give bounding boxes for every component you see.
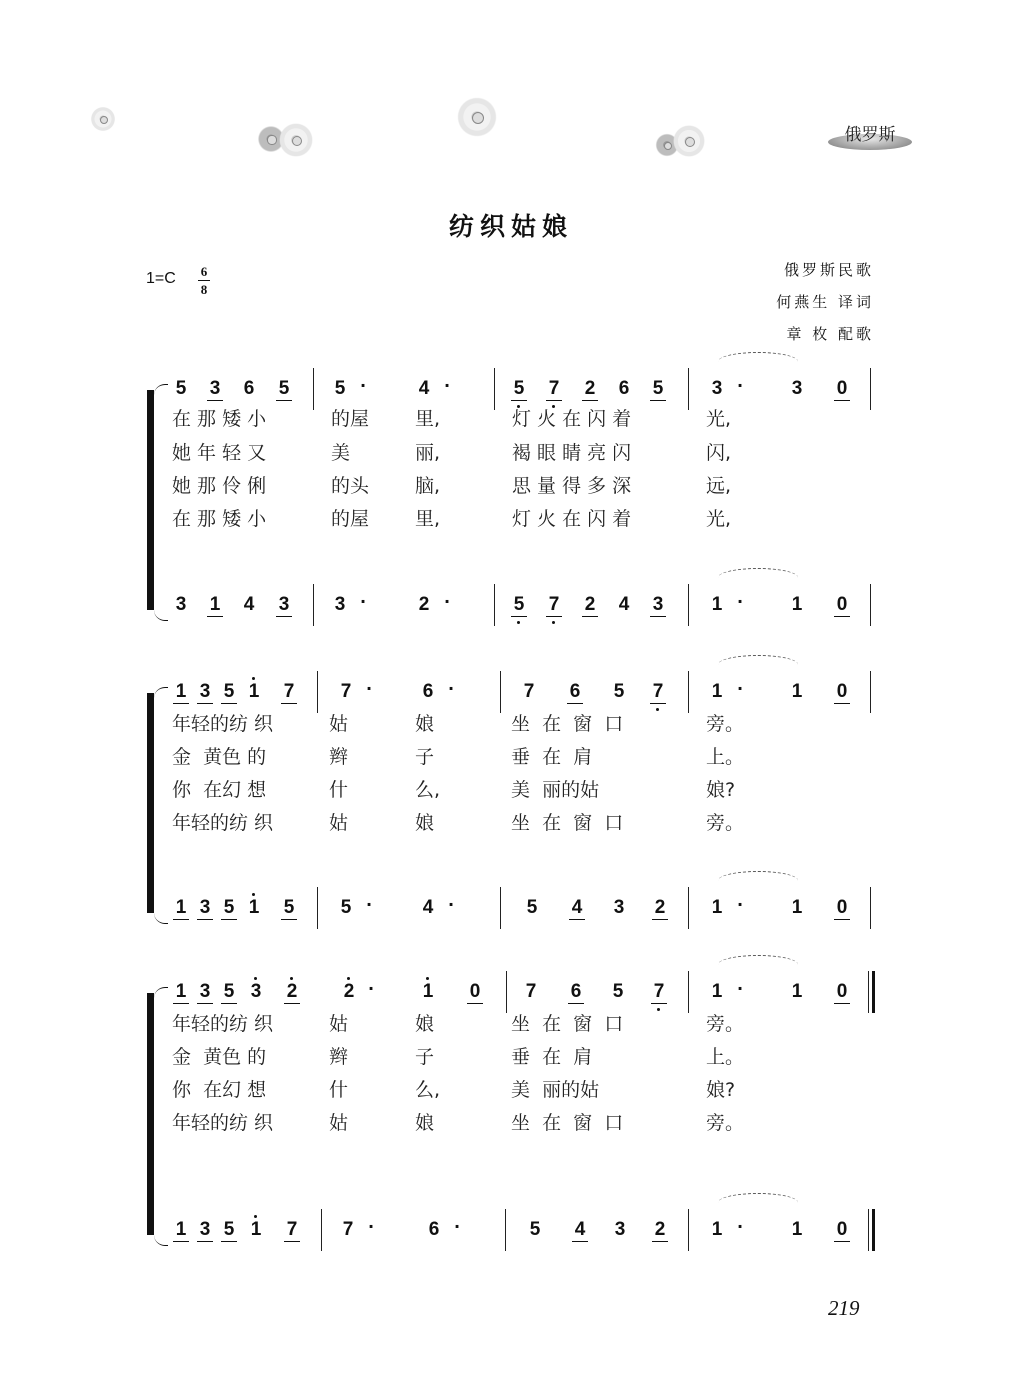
note: 4	[422, 897, 434, 918]
time-signature	[198, 264, 210, 297]
note: 5	[221, 981, 237, 1004]
note: 7	[340, 681, 352, 702]
lyric-segment: 年轻的纺 织	[172, 713, 274, 735]
lyric-segment: 娘?	[706, 779, 736, 801]
note: 3	[614, 1219, 626, 1240]
augmentation-dot: ·	[368, 1217, 375, 1236]
page-number: 219	[828, 1296, 860, 1320]
augmentation-dot: ·	[444, 592, 451, 611]
lyric-segment: 么,	[415, 779, 441, 801]
time-denominator: 8	[200, 282, 208, 297]
note: 6	[568, 981, 584, 1004]
note: 1	[791, 681, 803, 702]
lyric-segment: 旁。	[706, 1112, 745, 1134]
lyric-segment: 你 在幻 想	[172, 779, 267, 801]
system-brace	[147, 993, 154, 1235]
lyric-segment: 灯 火 在 闪 着	[512, 508, 632, 530]
lyric-segment: 什	[329, 1079, 349, 1101]
note: 1	[246, 897, 262, 919]
lyric-segment: 姑	[329, 1013, 349, 1035]
note: 0	[834, 681, 850, 704]
lyric-segment: 她 那 伶 俐	[172, 475, 267, 497]
lyric-segment: 坐 在 窗 口	[511, 1013, 624, 1035]
augmentation-dot: ·	[360, 592, 367, 611]
augmentation-dot: ·	[366, 679, 373, 698]
lyric-segment: 娘	[415, 1112, 435, 1134]
note: 7	[342, 1219, 354, 1240]
note: 1	[791, 1219, 803, 1240]
tie-arc	[718, 568, 798, 587]
augmentation-dot: ·	[737, 592, 744, 611]
note: 0	[834, 1219, 850, 1242]
lyric-segment: 娘	[415, 1013, 435, 1035]
note: 4	[618, 594, 630, 615]
final-barline	[868, 1209, 876, 1251]
lyric-segment: 里,	[415, 508, 441, 530]
lyric-segment: 美	[331, 442, 351, 464]
system-brace	[147, 693, 154, 913]
barline	[500, 671, 501, 713]
lyric-segment: 垂 在 肩	[511, 746, 593, 768]
lyric-segment: 坐 在 窗 口	[511, 1112, 624, 1134]
brace-hook	[154, 1235, 168, 1246]
flower-icon	[278, 122, 314, 158]
brace-hook	[154, 913, 168, 924]
lyric-segment: 在 那 矮 小	[172, 408, 267, 430]
barline	[688, 368, 689, 410]
augmentation-dot: ·	[454, 1217, 461, 1236]
lyric-segment: 脑,	[415, 475, 441, 497]
note: 1	[173, 981, 189, 1004]
note: 2	[341, 981, 357, 1003]
barline	[506, 971, 507, 1013]
augmentation-dot: ·	[444, 376, 451, 395]
tie-arc	[718, 871, 798, 890]
lyric-segment: 娘	[415, 812, 435, 834]
barline	[494, 584, 495, 626]
note: 3	[197, 897, 213, 920]
lyric-segment: 什	[329, 779, 349, 801]
lyric-segment: 光,	[706, 408, 732, 430]
augmentation-dot: ·	[368, 979, 375, 998]
tie-arc	[718, 352, 798, 371]
lyric-segment: 丽,	[415, 442, 441, 464]
lyric-segment: 远,	[706, 475, 732, 497]
final-barline	[868, 971, 876, 1013]
lyric-segment: 姑	[329, 713, 349, 735]
song-title: 纺织姑娘	[448, 212, 573, 241]
note: 5	[340, 897, 352, 918]
lyric-segment: 闪,	[706, 442, 732, 464]
note: 3	[207, 378, 223, 401]
note: 1	[791, 897, 803, 918]
note: 6	[428, 1219, 440, 1240]
system-brace	[147, 390, 154, 610]
note: 0	[834, 897, 850, 920]
note: 7	[650, 681, 666, 704]
barline	[688, 971, 689, 1013]
credit-arranger: 章 枚 配歌	[786, 325, 874, 343]
barline	[505, 1209, 506, 1251]
tie-arc	[718, 1193, 798, 1212]
note: 5	[613, 681, 625, 702]
note: 2	[284, 981, 300, 1004]
lyric-segment: 旁。	[706, 812, 745, 834]
note: 1	[711, 981, 723, 1002]
note: 1	[791, 981, 803, 1002]
augmentation-dot: ·	[448, 895, 455, 914]
credit-translator: 何燕生 译词	[776, 293, 874, 311]
note: 3	[711, 378, 723, 399]
barline	[870, 368, 871, 410]
note: 3	[334, 594, 346, 615]
lyric-segment: 年轻的纺 织	[172, 1112, 274, 1134]
note: 4	[243, 594, 255, 615]
barline	[500, 887, 501, 929]
tie-arc	[718, 955, 798, 974]
note: 3	[197, 681, 213, 704]
lyric-segment: 美 丽的姑	[511, 1079, 600, 1101]
barline	[870, 584, 871, 626]
lyric-segment: 褐 眼 睛 亮 闪	[512, 442, 632, 464]
note: 7	[284, 1219, 300, 1242]
lyric-segment: 旁。	[706, 713, 745, 735]
note: 3	[650, 594, 666, 617]
lyric-segment: 上。	[706, 746, 745, 768]
note: 0	[834, 981, 850, 1004]
note: 5	[221, 681, 237, 704]
note: 6	[567, 681, 583, 704]
lyric-segment: 美 丽的姑	[511, 779, 600, 801]
lyric-segment: 旁。	[706, 1013, 745, 1035]
flower-icon	[90, 106, 116, 132]
lyric-segment: 的头	[331, 475, 370, 497]
note: 2	[582, 594, 598, 617]
note: 6	[243, 378, 255, 399]
note: 5	[221, 1219, 237, 1242]
lyric-segment: 辫	[329, 746, 349, 768]
lyric-segment: 姑	[329, 812, 349, 834]
note: 1	[248, 1219, 264, 1241]
note: 1	[711, 594, 723, 615]
note: 6	[618, 378, 630, 399]
note: 1	[711, 681, 723, 702]
note: 0	[834, 594, 850, 617]
barline	[688, 671, 689, 713]
note: 5	[175, 378, 187, 399]
note: 1	[711, 897, 723, 918]
note: 7	[651, 981, 667, 1004]
note: 2	[582, 378, 598, 401]
barline	[313, 584, 314, 626]
flower-icon	[456, 96, 498, 138]
note: 7	[525, 981, 537, 1002]
note: 1	[173, 681, 189, 704]
lyric-segment: 她 年 轻 又	[172, 442, 267, 464]
country-tag	[828, 120, 912, 152]
augmentation-dot: ·	[737, 979, 744, 998]
note: 1	[246, 681, 262, 703]
lyric-segment: 子	[415, 1046, 435, 1068]
lyric-segment: 的屋	[331, 508, 370, 530]
note: 5	[276, 378, 292, 401]
augmentation-dot: ·	[366, 895, 373, 914]
note: 2	[652, 897, 668, 920]
barline	[494, 368, 495, 410]
lyric-segment: 金 黄色 的	[172, 1046, 267, 1068]
lyric-segment: 年轻的纺 织	[172, 1013, 274, 1035]
augmentation-dot: ·	[737, 376, 744, 395]
note: 3	[175, 594, 187, 615]
barline	[317, 671, 318, 713]
lyric-segment: 上。	[706, 1046, 745, 1068]
note: 2	[652, 1219, 668, 1242]
note: 3	[197, 981, 213, 1004]
note: 6	[422, 681, 434, 702]
note: 7	[546, 378, 562, 401]
lyric-segment: 金 黄色 的	[172, 746, 267, 768]
note: 3	[613, 897, 625, 918]
lyric-segment: 年轻的纺 织	[172, 812, 274, 834]
brace-hook	[154, 384, 168, 395]
lyric-segment: 在 那 矮 小	[172, 508, 267, 530]
note: 1	[207, 594, 223, 617]
note: 5	[526, 897, 538, 918]
augmentation-dot: ·	[737, 679, 744, 698]
note: 0	[467, 981, 483, 1004]
note: 4	[572, 1219, 588, 1242]
lyric-segment: 姑	[329, 1112, 349, 1134]
brace-hook	[154, 987, 168, 998]
note: 3	[276, 594, 292, 617]
lyric-segment: 思 量 得 多 深	[512, 475, 632, 497]
lyric-segment: 你 在幻 想	[172, 1079, 267, 1101]
barline	[688, 887, 689, 929]
note: 7	[523, 681, 535, 702]
country-label: 俄罗斯	[844, 125, 896, 145]
key-signature: 1=C	[146, 270, 176, 287]
tie-arc	[718, 655, 798, 674]
lyric-segment: 么,	[415, 1079, 441, 1101]
barline	[321, 1209, 322, 1251]
note: 1	[711, 1219, 723, 1240]
brace-hook	[154, 610, 168, 621]
note: 5	[281, 897, 297, 920]
lyric-segment: 垂 在 肩	[511, 1046, 593, 1068]
augmentation-dot: ·	[448, 679, 455, 698]
credit-origin: 俄罗斯民歌	[783, 261, 874, 279]
lyric-segment: 光,	[706, 508, 732, 530]
lyric-segment: 的屋	[331, 408, 370, 430]
lyric-segment: 坐 在 窗 口	[511, 713, 624, 735]
note: 5	[334, 378, 346, 399]
note: 0	[834, 378, 850, 401]
note: 7	[281, 681, 297, 704]
note: 1	[173, 897, 189, 920]
note: 1	[420, 981, 436, 1003]
barline	[688, 1209, 689, 1251]
lyric-segment: 坐 在 窗 口	[511, 812, 624, 834]
barline	[870, 671, 871, 713]
lyric-segment: 里,	[415, 408, 441, 430]
time-numerator: 6	[200, 264, 208, 279]
note: 3	[197, 1219, 213, 1242]
barline	[870, 887, 871, 929]
note: 3	[791, 378, 803, 399]
barline	[317, 887, 318, 929]
note: 5	[511, 594, 527, 617]
note: 1	[173, 1219, 189, 1242]
augmentation-dot: ·	[737, 895, 744, 914]
barline	[688, 584, 689, 626]
augmentation-dot: ·	[737, 1217, 744, 1236]
brace-hook	[154, 687, 168, 698]
flower-icon	[672, 124, 706, 158]
note: 5	[221, 897, 237, 920]
note: 3	[248, 981, 264, 1003]
note: 5	[650, 378, 666, 401]
credits	[776, 254, 874, 350]
lyric-segment: 子	[415, 746, 435, 768]
note: 5	[511, 378, 527, 401]
lyric-segment: 娘	[415, 713, 435, 735]
note: 2	[418, 594, 430, 615]
note: 4	[569, 897, 585, 920]
lyric-segment: 灯 火 在 闪 着	[512, 408, 632, 430]
note: 7	[546, 594, 562, 617]
barline	[313, 368, 314, 410]
lyric-segment: 娘?	[706, 1079, 736, 1101]
note: 1	[791, 594, 803, 615]
lyric-segment: 辫	[329, 1046, 349, 1068]
note: 5	[612, 981, 624, 1002]
note: 5	[529, 1219, 541, 1240]
augmentation-dot: ·	[360, 376, 367, 395]
note: 4	[418, 378, 430, 399]
